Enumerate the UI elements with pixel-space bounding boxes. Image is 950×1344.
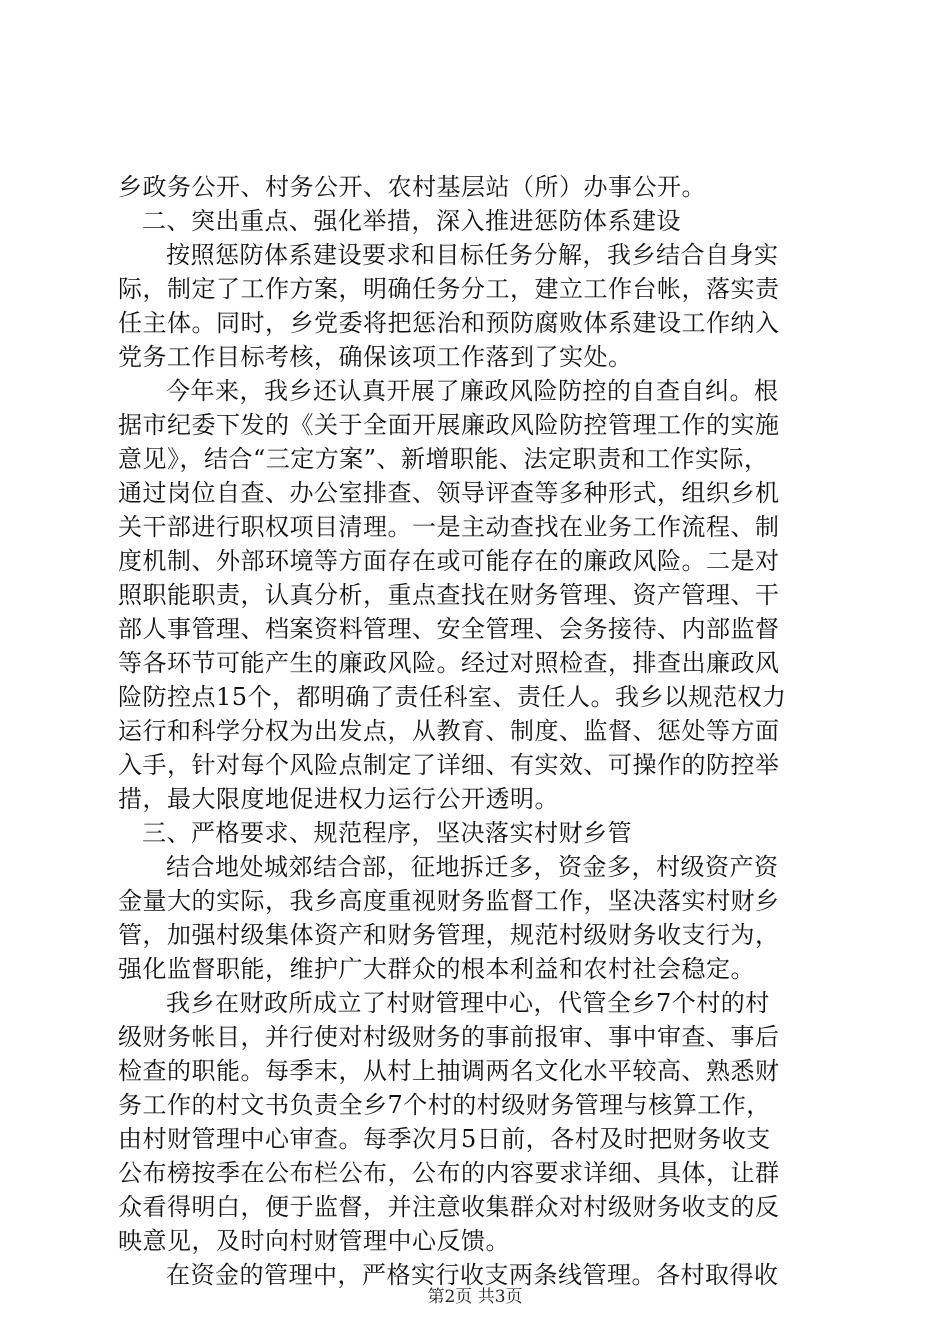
text-line-5: 任主体。同时，乡党委将把惩治和预防腐败体系建设工作纳入 xyxy=(118,309,780,337)
document-body xyxy=(118,170,838,1292)
text-line-22: 金量大的实际，我乡高度重视财务监督工作，坚决落实村财乡 xyxy=(118,887,780,915)
text-line-28: 务工作的村文书负责全乡7个村的村级财务管理与核算工作， xyxy=(118,1091,771,1119)
section-heading-3: 三、严格要求、规范程序，坚决落实村财乡管 xyxy=(142,819,632,847)
text-line-27: 检查的职能。每季末，从村上抽调两名文化水平较高、熟悉财 xyxy=(118,1057,780,1085)
text-line-8: 据市纪委下发的《关于全面开展廉政风险防控管理工作的实施 xyxy=(118,411,780,439)
section-heading-2: 二、突出重点、强化举措，深入推进惩防体系建设 xyxy=(142,207,681,235)
text-line-6: 党务工作目标考核，确保该项工作落到了实处。 xyxy=(118,343,633,371)
text-line-30: 公布榜按季在公布栏公布，公布的内容要求详细、具体，让群 xyxy=(118,1159,780,1187)
paragraph-start-1: 按照惩防体系建设要求和目标任务分解，我乡结合自身实 xyxy=(166,241,779,269)
paragraph-start-4: 我乡在财政所成立了村财管理中心，代管全乡7个村的村 xyxy=(166,989,770,1017)
text-line-18: 入手，针对每个风险点制定了详细、有实效、可操作的防控举 xyxy=(118,751,780,779)
text-line-17: 运行和科学分权为出发点，从教育、制度、监督、惩处等方面 xyxy=(118,717,780,745)
text-line-12: 度机制、外部环境等方面存在或可能存在的廉政风险。二是对 xyxy=(118,547,780,575)
text-line-24: 强化监督职能，维护广大群众的根本利益和农村社会稳定。 xyxy=(118,955,755,983)
text-line-16: 险防控点15个，都明确了责任科室、责任人。我乡以规范权力 xyxy=(118,683,787,711)
text-line-26: 级财务帐目，并行使对村级财务的事前报审、事中审查、事后 xyxy=(118,1023,780,1051)
text-line-1: 乡政务公开、村务公开、农村基层站（所）办事公开。 xyxy=(118,173,706,201)
text-line-19: 措，最大限度地促进权力运行公开透明。 xyxy=(118,785,559,813)
page-number-footer: 第2页 共3页 xyxy=(427,1287,523,1307)
paragraph-start-5: 在资金的管理中，严格实行收支两条线管理。各村取得收 xyxy=(166,1261,779,1289)
text-line-4: 际，制定了工作方案，明确任务分工，建立工作台帐，落实责 xyxy=(118,275,780,303)
text-line-14: 部人事管理、档案资料管理、安全管理、会务接待、内部监督 xyxy=(118,615,780,643)
text-line-10: 通过岗位自查、办公室排查、领导评查等多种形式，组织乡机 xyxy=(118,479,780,507)
text-line-9: 意见》，结合“三定方案”、新增职能、法定职责和工作实际， xyxy=(118,445,769,473)
text-line-11: 关干部进行职权项目清理。一是主动查找在业务工作流程、制 xyxy=(118,513,780,541)
text-line-31: 众看得明白，便于监督，并注意收集群众对村级财务收支的反 xyxy=(118,1193,780,1221)
text-line-13: 照职能职责，认真分析，重点查找在财务管理、资产管理、干 xyxy=(118,581,780,609)
paragraph-start-2: 今年来，我乡还认真开展了廉政风险防控的自查自纠。根 xyxy=(166,377,779,405)
paragraph-start-3: 结合地处城郊结合部，征地拆迁多，资金多，村级资产资 xyxy=(166,853,779,881)
text-line-32: 映意见，及时向村财管理中心反馈。 xyxy=(118,1227,510,1255)
text-line-15: 等各环节可能产生的廉政风险。经过对照检查，排查出廉政风 xyxy=(118,649,780,677)
text-line-23: 管，加强村级集体资产和财务管理，规范村级财务收支行为， xyxy=(118,921,780,949)
text-line-29: 由村财管理中心审查。每季次月5日前，各村及时把财务收支 xyxy=(118,1125,771,1153)
